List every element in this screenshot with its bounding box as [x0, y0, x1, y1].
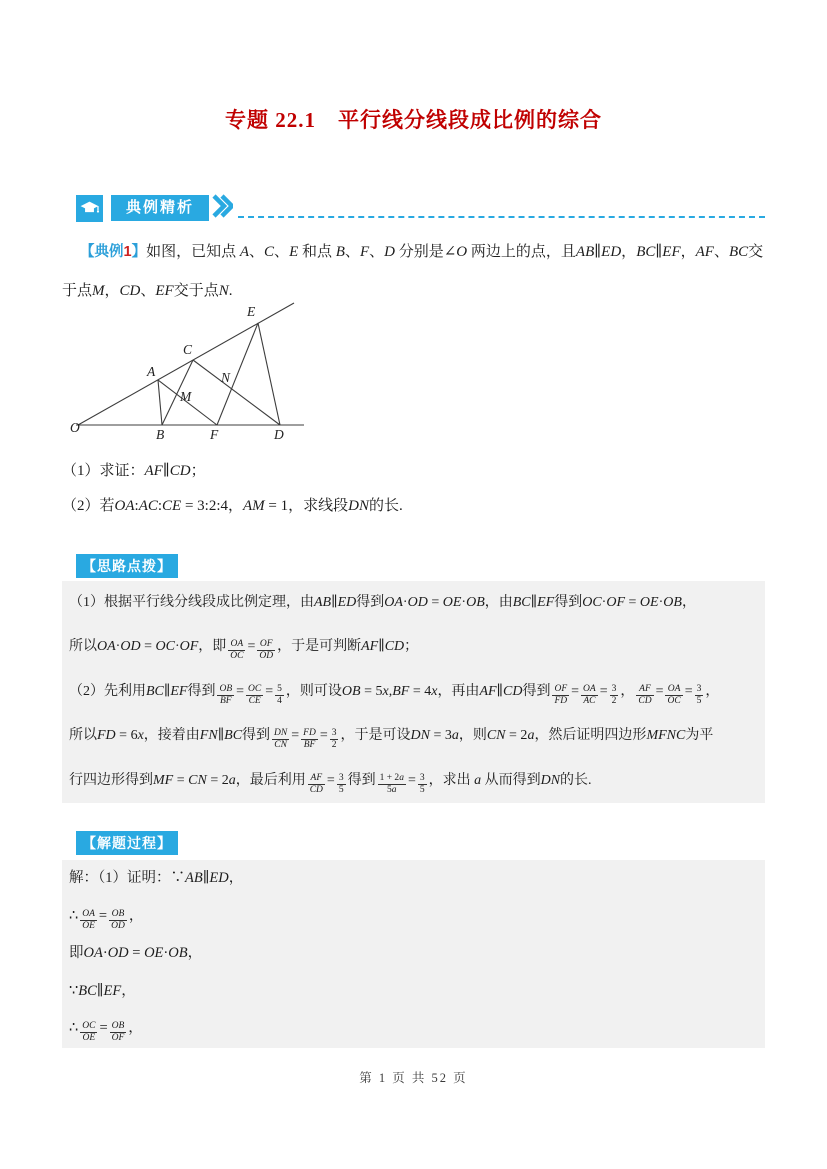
math-text: ，求出 a 从而得到DN的长.	[428, 772, 592, 788]
math-text: =	[236, 683, 245, 699]
point-label-B: B	[156, 427, 165, 442]
hint-block	[62, 581, 765, 803]
fraction: $\frac{5}{4}$	[277, 683, 282, 706]
fraction: $\frac{1 + 2a}{5a}$	[379, 772, 404, 795]
math-text: =	[326, 772, 335, 788]
point-label-N: N	[221, 370, 231, 385]
fraction: $\frac{FD}{BF}$	[303, 728, 316, 751]
hint-line	[69, 714, 765, 758]
math-text: ，	[620, 683, 635, 699]
solution-line	[69, 973, 765, 1011]
math-text: =	[599, 683, 608, 699]
math-text: =	[247, 639, 256, 655]
math-text: =	[655, 683, 664, 699]
geometry-figure	[70, 301, 312, 449]
math-text: 于点M，CD、EF交于点N.	[62, 283, 233, 299]
section-title: 典例精析	[111, 195, 209, 221]
fraction: $\frac{OC}{OE}$	[82, 1021, 96, 1044]
fraction: $\frac{3}{5}$	[338, 772, 344, 795]
point-label-M: M	[180, 389, 192, 404]
solution-line	[69, 860, 765, 898]
solution-line	[69, 898, 765, 936]
math-text: ，	[128, 1020, 143, 1037]
math-text: ∵BC∥EF，	[69, 982, 136, 999]
math-text: 即OA·OD = OE·OB，	[69, 945, 203, 962]
question-2	[62, 494, 768, 518]
math-text: ，则可设OB = 5x,BF = 4x，再由AF∥CD得到	[285, 683, 551, 699]
point-label-F: F	[210, 427, 219, 442]
point-label-D: D	[274, 427, 284, 442]
question-1	[62, 459, 768, 483]
chevron-right-icon	[211, 193, 233, 224]
fraction: $\frac{AF}{CD}$	[638, 683, 652, 706]
math-text: （1）根据平行线分线段成比例定理，由AB∥ED得到OA·OD = OE·OB，由BC∥EF得到OC·OF = OE·OB，	[69, 595, 696, 610]
fraction: $\frac{OA}{OE}$	[82, 908, 95, 931]
hint-line	[69, 581, 765, 625]
hint-line	[69, 670, 765, 714]
math-text: 所以FD = 6x，接着由FN∥BC得到	[69, 728, 271, 744]
example-label: 【典例1】	[80, 244, 147, 260]
page-number-footer: 第 1 页 共 52 页	[359, 1071, 468, 1085]
math-text: ，于是可判断AF∥CD；	[277, 639, 419, 655]
math-text: （1）求证：AF∥CD；	[62, 463, 206, 479]
math-text: ∴	[69, 1020, 79, 1037]
fraction: $\frac{OA}{OC}$	[230, 639, 244, 662]
figure-point-labels	[70, 304, 284, 442]
math-text: 解：（1）证明：∵AB∥ED，	[69, 870, 244, 886]
fraction: $\frac{OB}{BF}$	[219, 683, 233, 706]
math-text: 得到	[347, 772, 376, 788]
fraction: $\frac{3}{2}$	[611, 683, 617, 706]
fraction: $\frac{OA}{AC}$	[583, 683, 596, 706]
fraction: $\frac{OA}{OC}$	[667, 683, 681, 706]
page-title: 专题 22.1 平行线分线段成比例的综合	[225, 108, 602, 132]
math-text: （2）若OA:AC:CE = 3:2:4，AM = 1，求线段DN的长.	[62, 498, 403, 514]
math-text: =	[319, 728, 328, 744]
math-text: =	[291, 728, 300, 744]
section-header	[62, 193, 765, 223]
math-text: =	[684, 683, 693, 699]
math-text: 如图，已知点 A、C、E 和点 B、F、D 分别是∠O 两边上的点，且AB∥ED，BC∥EF，AF、BC交	[146, 244, 764, 260]
hint-line	[69, 625, 765, 669]
point-label-E: E	[247, 304, 256, 319]
math-text: =	[407, 772, 416, 788]
math-text: ∴	[69, 907, 79, 924]
math-text: （2）先利用BC∥EF得到	[69, 683, 216, 699]
point-label-A: A	[147, 364, 156, 379]
math-text: 所以OA·OD = OC·OF，即	[69, 639, 227, 655]
fraction: $\frac{OB}{OF}$	[111, 1021, 125, 1044]
solution-badge: 【解题过程】	[76, 831, 178, 855]
fraction: $\frac{OC}{CE}$	[248, 683, 262, 706]
math-text: ，	[128, 907, 144, 924]
math-text: ，	[705, 683, 720, 699]
math-text: =	[265, 683, 274, 699]
math-text: ，于是可设DN = 3a，则CN = 2a，然后证明四边形MFNC为平	[340, 728, 714, 744]
solution-line	[69, 1010, 765, 1048]
math-text: 行四边形得到MF = CN = 2a，最后利用	[69, 772, 306, 788]
hint-line	[69, 759, 765, 803]
fraction: $\frac{OB}{OD}$	[111, 908, 125, 931]
example-text-line1	[62, 233, 768, 272]
solution-block	[62, 860, 765, 1048]
example-problem	[62, 233, 768, 311]
point-label-O: O	[70, 420, 80, 435]
fraction: $\frac{3}{2}$	[331, 728, 337, 751]
fraction: $\frac{DN}{CN}$	[274, 728, 288, 751]
fraction: $\frac{AF}{CD}$	[309, 772, 323, 795]
solution-line	[69, 935, 765, 973]
fraction: $\frac{3}{5}$	[696, 683, 702, 706]
math-text: =	[99, 1020, 108, 1037]
math-text: =	[571, 683, 580, 699]
math-text: =	[98, 907, 108, 924]
fraction: $\frac{3}{5}$	[419, 772, 425, 795]
fraction: $\frac{OF}{FD}$	[554, 683, 568, 706]
hint-badge: 【思路点拨】	[76, 554, 178, 578]
dashed-divider	[238, 216, 765, 218]
point-label-C: C	[183, 342, 193, 357]
figure-lines	[76, 303, 304, 425]
graduation-cap-icon	[76, 195, 103, 222]
fraction: $\frac{OF}{OD}$	[259, 639, 274, 662]
